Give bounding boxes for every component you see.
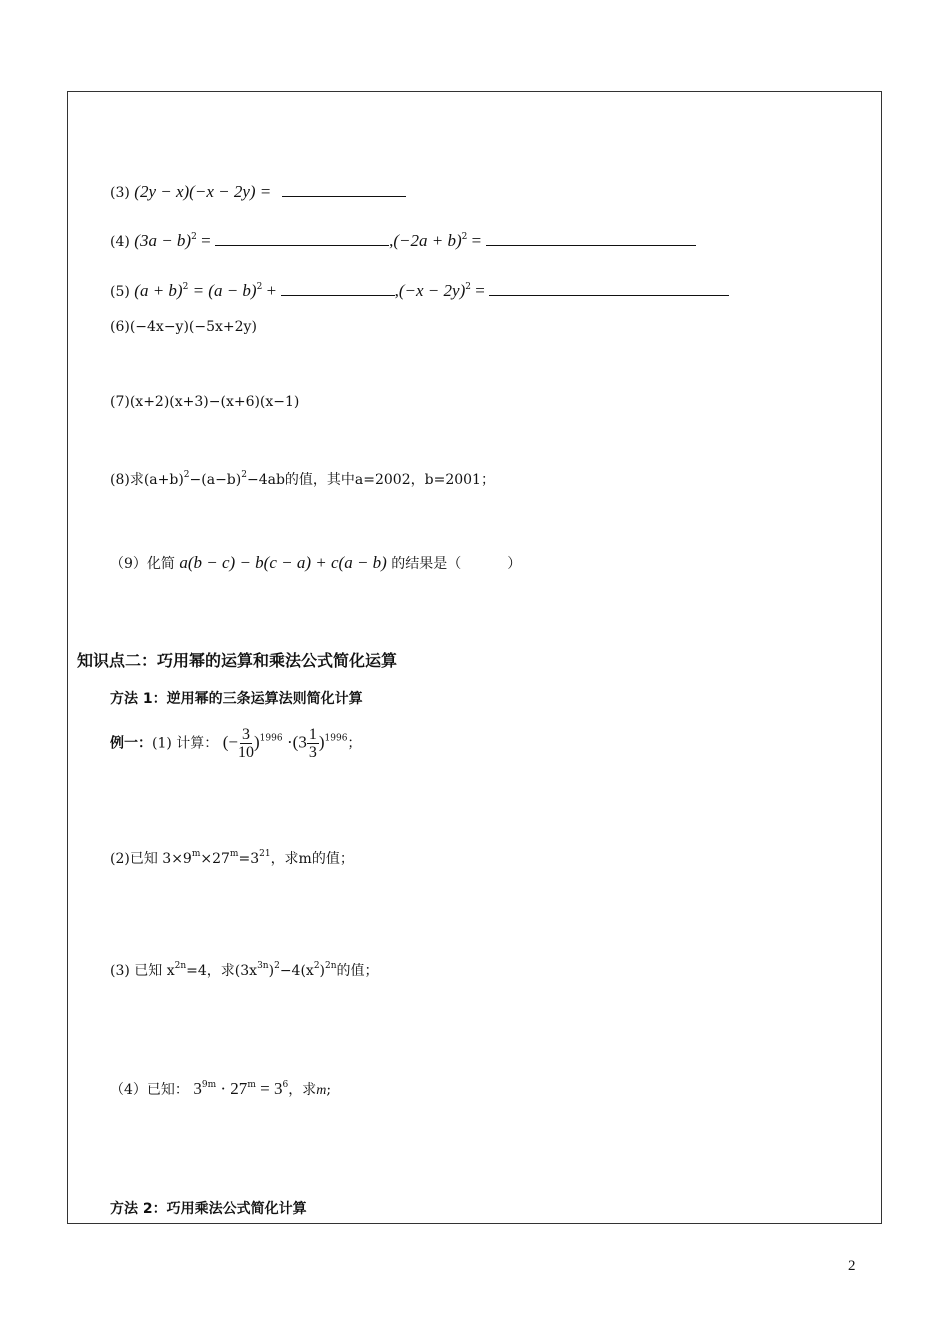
answer-blank[interactable]: [282, 182, 406, 197]
problem-6: (6)(−4x−y)(−5x+2y): [110, 319, 257, 335]
example-1: 例一：(1) 计算： (− $\frac{3}{10}$ )$^{1996}$ ·(3 $\frac{1}{3}$ )$^{1996}$；: [110, 726, 362, 761]
page-number: 2: [848, 1258, 856, 1274]
section-title: 知识点二：巧用幂的运算和乘法公式简化运算: [77, 651, 398, 670]
problem-7: (7)(x+2)(x+3)−(x+6)(x−1): [110, 394, 300, 410]
method-2-title: 方法 2：巧用乘法公式简化计算: [110, 1201, 307, 1217]
answer-blank[interactable]: [215, 231, 389, 246]
fraction: $\frac{3}{10}$: [237, 726, 254, 761]
example-3: (3) 已知 $x^{2n}=4$，求$(3x^{3n})^2-4(x^2)^{2n}$的值；: [110, 961, 379, 979]
answer-blank[interactable]: [486, 231, 696, 246]
problem-3: (3) (2y − x)(−x − 2y) =: [110, 182, 406, 202]
problem-4: (4) $(3a - b)^2 = ,(-2a + b)^2$ =: [110, 231, 696, 251]
problem-5: (5) $(a + b)^2 = (a - b)^2 + ,(-x - 2y)^2$ =: [110, 281, 729, 301]
example-2: (2)已知 $3\times 9^m\times 27^m=3^{21}$，求m的值；: [110, 849, 354, 867]
fraction: $\frac{1}{3}$: [308, 726, 317, 761]
answer-blank[interactable]: [281, 281, 395, 296]
answer-blank[interactable]: [489, 281, 729, 296]
example-4: （4）已知： $3^{9m} \cdot 27^m = 3^6$，求m;: [110, 1079, 332, 1098]
problem-8: (8)求$(a+b)^2-(a-b)^2-4ab$的值，其中a=2002，b=2001；: [110, 470, 495, 488]
problem-9: （9）化简 a(b − c) − b(c − a) + c(a − b) 的结果是（ ）: [110, 553, 522, 572]
method-1-title: 方法 1：逆用幂的三条运算法则简化计算: [110, 691, 363, 707]
